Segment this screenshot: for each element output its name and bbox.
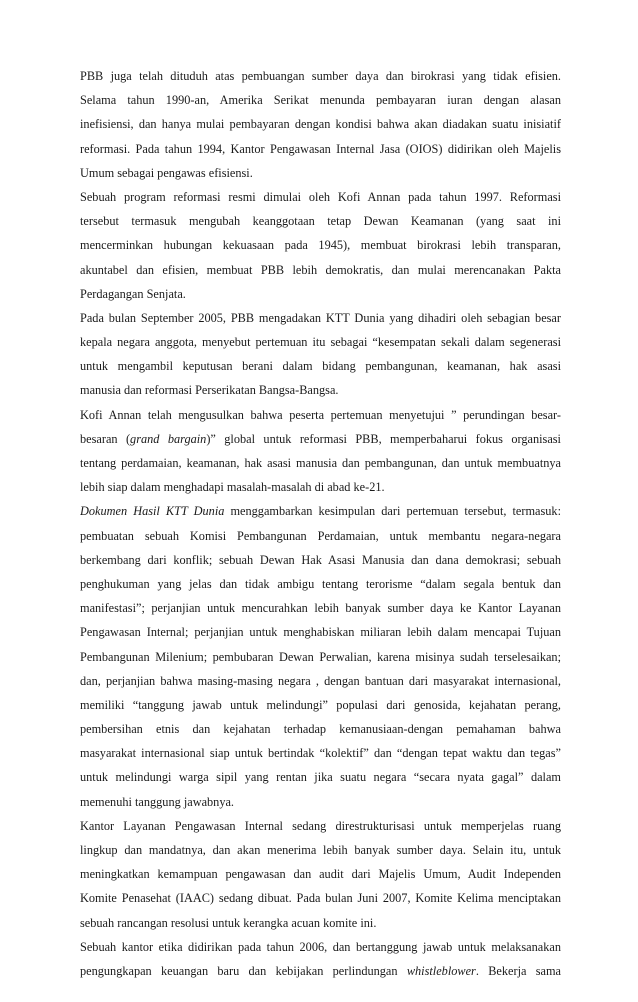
text-line bbox=[80, 693, 561, 717]
text-run: lingkup dan mandatnya, dan akan menerima lebih banyak sumber daya. Selain itu, untuk bbox=[80, 843, 561, 857]
text-line bbox=[80, 282, 561, 306]
text-line bbox=[80, 88, 561, 112]
text-line bbox=[80, 161, 561, 185]
text-line bbox=[80, 137, 561, 161]
text-line bbox=[80, 814, 561, 838]
text-line bbox=[80, 572, 561, 596]
text-line bbox=[80, 717, 561, 741]
italic-text-run: grand bargain bbox=[130, 431, 207, 446]
text-line bbox=[80, 669, 561, 693]
text-line bbox=[80, 862, 561, 886]
paragraph bbox=[80, 935, 561, 983]
text-line bbox=[80, 596, 561, 620]
text-line bbox=[80, 378, 561, 402]
text-run: Sebuah kantor etika didirikan pada tahun 2006, dan bertanggung jawab untuk melaksanakan bbox=[80, 939, 561, 954]
text-line bbox=[80, 620, 561, 644]
text-run: memenuhi tanggung jawabnya. bbox=[80, 794, 235, 809]
text-line bbox=[80, 524, 561, 548]
text-run: kepala negara anggota, menyebut pertemuan itu sebagai “kesempatan sekali dalam segenerasi bbox=[80, 335, 561, 350]
text-run: pengungkapan keuangan baru dan kebijakan perlindungan bbox=[80, 963, 407, 978]
text-run: penghukuman yang jelas dan tidak ambigu tentang terorisme “dalam segala bentuk dan bbox=[80, 576, 561, 591]
text-run: berkembang dari konflik; sebuah Dewan Hak Asasi Manusia dan dana demokrasi; sebuah bbox=[80, 552, 561, 567]
text-run: . Bekerja sama bbox=[475, 963, 561, 978]
paragraph bbox=[80, 814, 561, 935]
text-run: Umum sebagai pengawas efisiensi. bbox=[80, 165, 253, 180]
text-line bbox=[80, 741, 561, 765]
text-run: meningkatkan kemampuan pengawasan dan audit dari Majelis Umum, Audit Independen bbox=[80, 867, 561, 882]
text-line bbox=[80, 209, 561, 233]
text-run: Selama tahun 1990-an, Amerika Serikat menunda pembayaran iuran dengan alasan bbox=[80, 93, 561, 108]
text-line bbox=[80, 765, 561, 789]
text-run: tersebut termasuk mengubah keanggotaan tetap Dewan Keamanan (yang saat ini bbox=[80, 214, 561, 229]
text-line bbox=[80, 475, 561, 499]
paragraph bbox=[80, 185, 561, 306]
text-line bbox=[80, 911, 561, 935]
text-line bbox=[80, 451, 561, 475]
text-line bbox=[80, 427, 561, 451]
italic-text-run: Dokumen Hasil KTT Dunia bbox=[80, 504, 225, 519]
text-run: akuntabel dan efisien, membuat PBB lebih demokratis, dan mulai merencanakan Pakta bbox=[80, 262, 561, 277]
text-run: Kantor Layanan Pengawasan Internal sedang direstrukturisasi untuk memperjelas ruang bbox=[80, 818, 561, 833]
paragraph bbox=[80, 499, 561, 813]
text-line bbox=[80, 548, 561, 572]
text-run: Perdagangan Senjata. bbox=[80, 286, 186, 301]
text-line bbox=[80, 886, 561, 910]
text-line bbox=[80, 403, 561, 427]
text-line bbox=[80, 112, 561, 136]
text-run: manusia dan reformasi Perserikatan Bangsa-Bangsa. bbox=[80, 383, 339, 398]
text-run: masyarakat internasional siap untuk bertindak “kolektif” dan “dengan tepat waktu dan tegas” bbox=[80, 746, 561, 761]
text-run: manifestasi”; perjanjian untuk mencurahkan lebih banyak sumber daya ke Kantor Layanan bbox=[80, 601, 561, 616]
text-run: untuk mengambil keputusan berani dalam bidang pembangunan, keamanan, hak asasi bbox=[80, 359, 561, 374]
text-run: mencerminkan hubungan kekuasaan pada 1945), membuat birokrasi lebih transparan, bbox=[80, 238, 561, 253]
text-line bbox=[80, 258, 561, 282]
text-run: Pada bulan September 2005, PBB mengadakan KTT Dunia yang dihadiri oleh sebagian besar bbox=[80, 310, 561, 325]
text-line bbox=[80, 645, 561, 669]
text-line bbox=[80, 838, 561, 862]
text-run: sebuah rancangan resolusi untuk kerangka acuan komite ini. bbox=[80, 915, 377, 930]
text-run: memiliki “tanggung jawab untuk melindungi” populasi dari genosida, kejahatan perang, bbox=[80, 697, 561, 712]
document-page bbox=[80, 64, 561, 983]
text-line bbox=[80, 354, 561, 378]
text-run: Komite Penasehat (IAAC) sedang dibuat. Pada bulan Juni 2007, Komite Kelima menciptakan bbox=[80, 891, 561, 906]
text-line bbox=[80, 185, 561, 209]
text-run: reformasi. Pada tahun 1994, Kantor Pengawasan Internal Jasa (OIOS) didirikan oleh Majelis bbox=[80, 141, 561, 156]
text-line bbox=[80, 306, 561, 330]
text-run: Sebuah program reformasi resmi dimulai oleh Kofi Annan pada tahun 1997. Reformasi bbox=[80, 189, 561, 204]
text-run: tentang perdamaian, keamanan, hak asasi manusia dan pembangunan, dan untuk membuatnya bbox=[80, 456, 561, 470]
text-line bbox=[80, 959, 561, 983]
paragraph bbox=[80, 64, 561, 185]
text-line bbox=[80, 64, 561, 88]
text-run: inefisiensi, dan hanya mulai pembayaran dengan kondisi bahwa akan diadakan suatu inisiatif bbox=[80, 117, 561, 132]
paragraph bbox=[80, 403, 561, 500]
text-run: pembuatan sebuah Komisi Pembangunan Perdamaian, untuk membantu negara-negara bbox=[80, 528, 561, 543]
text-run: Pengawasan Internal; perjanjian untuk menghabiskan miliaran lebih dalam mencapai Tujuan bbox=[80, 625, 561, 640]
text-run: lebih siap dalam menghadapi masalah-masalah di abad ke-21. bbox=[80, 480, 385, 495]
text-run: )” global untuk reformasi PBB, memperbaharui fokus organisasi bbox=[206, 431, 561, 446]
text-line bbox=[80, 330, 561, 354]
text-line bbox=[80, 233, 561, 257]
text-run: untuk melindungi warga sipil yang rentan jika suatu negara “secara nyata gagal” dalam bbox=[80, 770, 561, 785]
paragraph bbox=[80, 306, 561, 403]
text-line bbox=[80, 499, 561, 523]
text-run: Kofi Annan telah mengusulkan bahwa peserta pertemuan menyetujui ” perundingan besar- bbox=[80, 407, 561, 422]
text-run: menggambarkan kesimpulan dari pertemuan tersebut, termasuk: bbox=[224, 504, 561, 519]
text-run: besaran ( bbox=[80, 431, 131, 446]
text-line bbox=[80, 790, 561, 814]
italic-text-run: whistleblower bbox=[406, 963, 476, 978]
text-run: PBB juga telah dituduh atas pembuangan sumber daya dan birokrasi yang tidak efisien. bbox=[80, 69, 561, 83]
text-run: pembersihan etnis dan kejahatan terhadap kemanusiaan-dengan pemahaman bahwa bbox=[80, 722, 561, 737]
text-run: dan, perjanjian bahwa masing-masing negara , dengan bantuan dari masyarakat internasional, bbox=[80, 673, 561, 688]
text-run: Pembangunan Milenium; pembubaran Dewan Perwalian, karena misinya sudah terselesaikan; bbox=[80, 649, 561, 664]
text-line bbox=[80, 935, 561, 959]
